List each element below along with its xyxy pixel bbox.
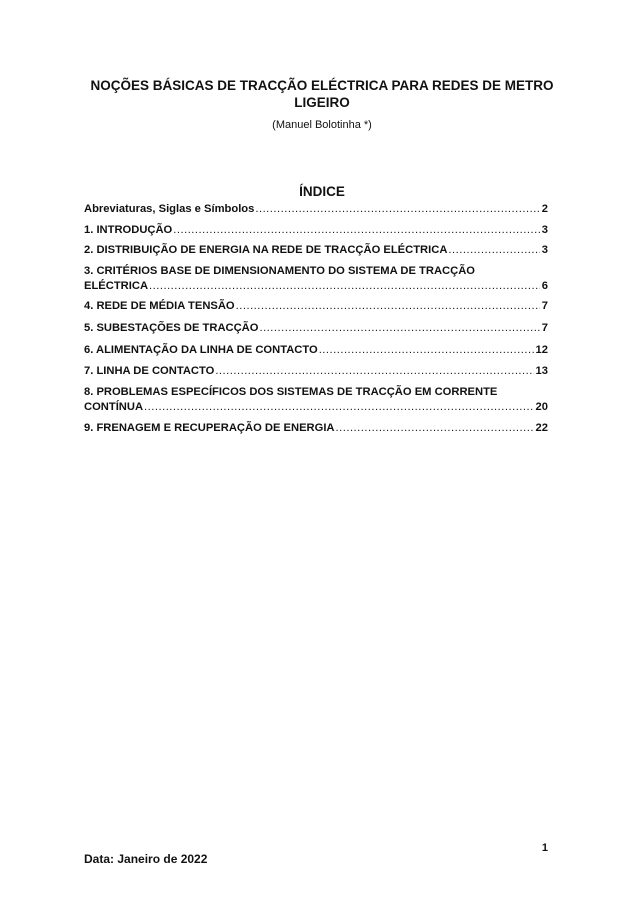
toc-entry-text: Abreviaturas, Siglas e Símbolos <box>84 203 255 215</box>
toc-dot-leader <box>319 343 534 358</box>
footer-date: Data: Janeiro de 2022 <box>84 852 208 866</box>
toc-entry-text: 2. DISTRIBUIÇÃO DE ENERGIA NA REDE DE TRACÇÃO ELÉCTRICA <box>84 244 448 256</box>
toc-dot-leader <box>259 321 539 336</box>
toc-dot-leader <box>448 243 539 258</box>
toc-entry-page: 20 <box>535 401 548 413</box>
toc-entry-text: CONTÍNUA <box>84 401 144 413</box>
toc-entry-first-line: 3. CRITÉRIOS BASE DE DIMENSIONAMENTO DO SISTEMA DE TRACÇÃO <box>84 265 475 277</box>
toc-entry-page: 7 <box>541 322 548 334</box>
toc-dot-leader <box>149 279 540 294</box>
document-author: (Manuel Bolotinha *) <box>272 119 372 131</box>
toc-dot-leader <box>336 421 534 436</box>
toc-entry-contact-line-supply[interactable] <box>84 343 548 358</box>
toc-entry-page: 13 <box>535 365 548 377</box>
table-of-contents <box>84 0 548 906</box>
toc-entry-page: 2 <box>541 203 548 215</box>
toc-dot-leader <box>236 299 540 314</box>
toc-entry-text: 5. SUBESTAÇÕES DE TRACÇÃO <box>84 322 259 334</box>
toc-entry-dimensioning-criteria[interactable] <box>84 264 548 294</box>
toc-entry-text: 9. FRENAGEM E RECUPERAÇÃO DE ENERGIA <box>84 422 335 434</box>
toc-entry-text: 6. ALIMENTAÇÃO DA LINHA DE CONTACTO <box>84 344 318 356</box>
page-number: 1 <box>541 842 548 854</box>
document-title: NOÇÕES BÁSICAS DE TRACÇÃO ELÉCTRICA PARA REDES DE METRO LIGEIRO <box>90 78 554 110</box>
toc-entry-contact-line[interactable] <box>84 364 548 379</box>
toc-entry-substations[interactable] <box>84 321 548 336</box>
toc-entry-text: 7. LINHA DE CONTACTO <box>84 365 215 377</box>
toc-entry-dc-traction-problems[interactable] <box>84 385 548 415</box>
toc-entry-page: 3 <box>541 224 548 236</box>
toc-dot-leader <box>215 364 533 379</box>
toc-entry-text: ELÉCTRICA <box>84 280 149 292</box>
toc-entry-medium-voltage[interactable] <box>84 299 548 314</box>
toc-entry-text: 1. INTRODUÇÃO <box>84 224 173 236</box>
toc-entry-energy-distribution[interactable] <box>84 243 548 258</box>
toc-dot-leader <box>255 202 539 217</box>
toc-entry-page: 3 <box>541 244 548 256</box>
toc-dot-leader <box>144 400 534 415</box>
toc-entry-introduction[interactable] <box>84 223 548 238</box>
toc-dot-leader <box>173 223 540 238</box>
toc-entry-page: 6 <box>541 280 548 292</box>
toc-entry-page: 7 <box>541 300 548 312</box>
toc-heading: ÍNDICE <box>299 184 345 199</box>
toc-entry-text: 4. REDE DE MÉDIA TENSÃO <box>84 300 235 312</box>
toc-entry-braking-energy-recovery[interactable] <box>84 421 548 436</box>
toc-entry-page: 12 <box>535 344 548 356</box>
toc-entry-page: 22 <box>535 422 548 434</box>
toc-entry-abbreviations[interactable] <box>84 202 548 217</box>
toc-entry-first-line: 8. PROBLEMAS ESPECÍFICOS DOS SISTEMAS DE TRACÇÃO EM CORRENTE <box>84 386 498 398</box>
